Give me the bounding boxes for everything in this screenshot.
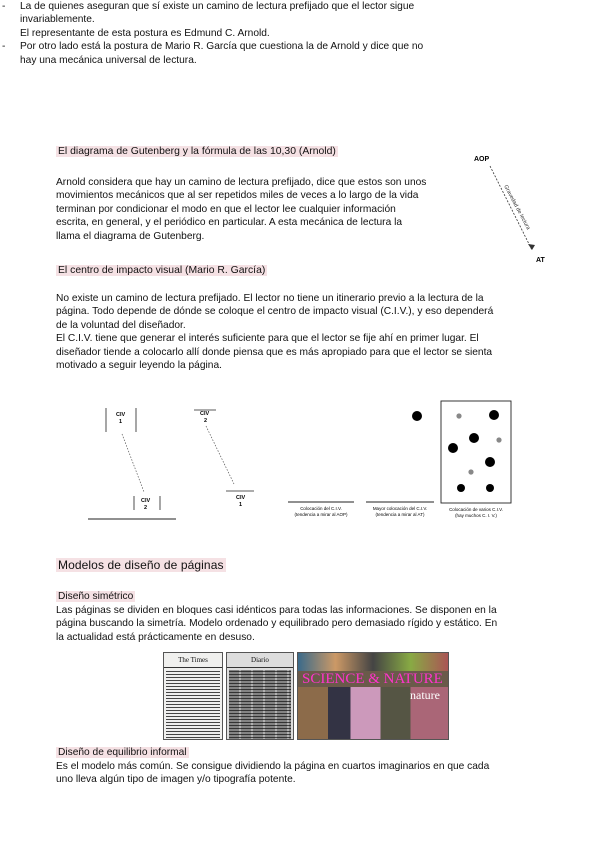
- newspaper-thumbnail-1: The Times: [163, 652, 223, 740]
- paragraph-line: terminan por condicionar el modo en que el lector lee cualquier información: [56, 203, 396, 215]
- civ-label: CIV: [141, 498, 151, 504]
- civ-label: CIV: [236, 495, 246, 501]
- gutenberg-diagram: [470, 150, 560, 266]
- civ-panel-4: [366, 411, 434, 517]
- bullet-line: El representante de esta postura es Edmund C. Arnold.: [20, 27, 270, 39]
- at-label: AT: [536, 257, 545, 264]
- bullet-list: [0, 0, 470, 67]
- civ-panel-2: [194, 410, 254, 508]
- figure-caption: Colocación del C.I.V.: [300, 506, 342, 511]
- section-heading-civ: El centro de impacto visual (Mario R. García): [58, 265, 266, 276]
- paragraph-line: Las páginas se dividen en bloques casi idénticos para todas las informaciones. Se disponen en la: [56, 605, 497, 616]
- section-heading-gutenberg: El diagrama de Gutenberg y la fórmula de las 10,30 (Arnold): [58, 146, 336, 157]
- paragraph-line: llama el diagrama de Gutenberg.: [56, 230, 205, 242]
- reading-gravity-label: Gravedad de lectura: [502, 184, 531, 231]
- informal-paragraph: [56, 760, 556, 787]
- newspaper-thumbnail-2: Diario: [226, 652, 294, 740]
- figure-caption: (tendencia a mirar al AT): [375, 512, 425, 517]
- paragraph-line: página. Todo depende de dónde se coloque el centro de impacto visual (C.I.V.), y eso dependerá: [56, 306, 494, 318]
- paragraph-line: El C.I.V. tiene que generar el interés suficiente para que el lector se fije ahí en primer lugar. El: [56, 333, 479, 345]
- paragraph-line: escrita, en general, y el periódico en particular. A esta mecánica de lectura la: [56, 217, 403, 229]
- figure-caption: Mayor colocación del C.I.V.: [372, 506, 428, 511]
- paragraph-line: Es el modelo más común. Se consigue dividiendo la página en cuartos imaginarios en que cada: [56, 761, 490, 772]
- paragraph-line: uno lleva algún tipo de imagen y/o tipografía potente.: [56, 774, 296, 786]
- civ-panel-1: [88, 408, 176, 519]
- bullet-line: La de quienes aseguran que sí existe un camino de lectura prefijado que el lector sigue: [20, 1, 415, 12]
- paragraph-line: página buscando la simetría. Modelo ordenado y equilibrado pero demasiado rígido y estático. En: [56, 618, 498, 630]
- figure-caption: Colocación de varios C.I.V.: [449, 507, 503, 512]
- figure-caption: (hay muchos C. I. V.): [455, 513, 497, 518]
- gutenberg-paragraph: [56, 176, 466, 243]
- bullet-line: hay una mecánica universal de lectura.: [20, 54, 197, 66]
- paragraph-line: motivado a seguir leyendo la página.: [56, 360, 222, 372]
- bullet-item-2: [0, 40, 470, 67]
- bullet-item-1: [0, 0, 470, 40]
- paragraph-line: movimientos mecánicos que al ser repetidos miles de veces a lo largo de la vida: [56, 190, 419, 202]
- civ-number: 2: [204, 418, 208, 424]
- civ-label: CIV: [200, 411, 210, 417]
- civ-number: 2: [144, 505, 148, 511]
- arrow-head-icon: [528, 244, 535, 250]
- paragraph-line: de la voluntad del diseñador.: [56, 319, 186, 331]
- civ-label: CIV: [116, 412, 126, 418]
- civ-number: 1: [119, 419, 123, 425]
- bullet-dash: -: [2, 1, 6, 12]
- bullet-dash: -: [2, 41, 6, 53]
- symmetric-title: Diseño simétrico: [58, 591, 134, 602]
- magazine-thumbnail: SCIENCE & NATURE nature: [297, 652, 449, 740]
- bullet-line: Por otro lado está la postura de Mario R. García que cuestiona la de Arnold y dice que no: [20, 41, 424, 53]
- civ-panel-3: [288, 502, 354, 517]
- paragraph-line: No existe un camino de lectura prefijado. El lector no tiene un itinerario previo a la lectura de la: [56, 293, 484, 304]
- reading-gravity-line: [490, 166, 532, 250]
- informal-title: Diseño de equilibrio informal: [58, 747, 187, 758]
- section-heading-models: Modelos de diseño de páginas: [58, 558, 224, 572]
- civ-figure: [84, 398, 524, 526]
- aop-label: AOP: [474, 156, 490, 163]
- symmetric-paragraph: [56, 604, 556, 644]
- paragraph-line: Arnold considera que hay un camino de lectura prefijado, dice que estos son unos: [56, 177, 427, 188]
- civ-paragraph: [56, 292, 556, 372]
- paragraph-line: la actualidad está prácticamente en desuso.: [56, 631, 255, 643]
- bullet-line: invariablemente.: [20, 14, 95, 26]
- figure-caption: (tendencia a mirar al AOP): [294, 512, 348, 517]
- civ-number: 1: [239, 502, 243, 508]
- paragraph-line: diseñador tiende a colocarlo allí donde piensa que es más apropiado para que el lector se sienta: [56, 346, 493, 358]
- civ-panel-5: [441, 401, 511, 518]
